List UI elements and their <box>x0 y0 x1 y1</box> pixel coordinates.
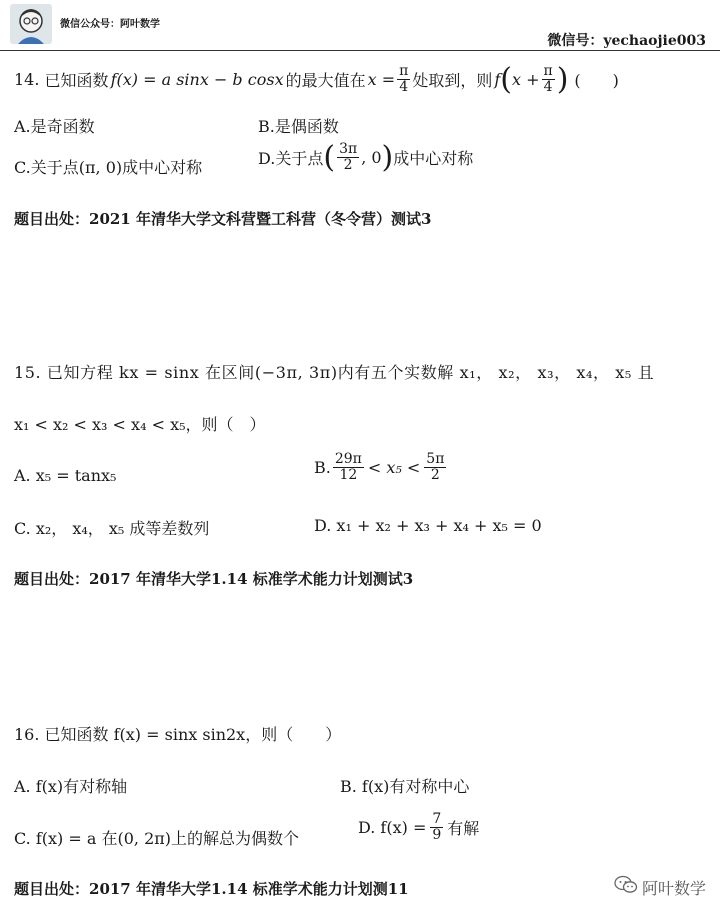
stem-text: 已知函数 <box>44 71 109 90</box>
fraction-29pi-over-12: $\frac{29\pi}{12}$ <box>334 451 362 483</box>
x-plus: x + <box>511 70 540 89</box>
option-a: A. x₅ = tanx₅ <box>14 466 117 485</box>
left-paren: ( <box>500 62 512 97</box>
fraction-3pi-over-2: $\frac{3\pi}{2}$ <box>339 141 358 173</box>
source-line: 题目出处：2017 年清华大学1.14 标准学术能力计划测11 <box>14 880 409 898</box>
question-14-stem <box>14 62 619 97</box>
option-d: D.关于点 ( $\frac{3\pi}{2}$ , 0 ) 成中心对称 <box>258 140 474 175</box>
function-expression: f(x) = a sinx − b cosx <box>110 70 284 89</box>
option-c: C. f(x) = a 在(0, 2π)上的解总为偶数个 <box>14 829 300 848</box>
option-b: B.是偶函数 <box>258 117 339 136</box>
wechat-id: 微信号：yechaojie003 <box>547 33 706 49</box>
watermark-text: 阿叶数学 <box>641 878 706 898</box>
watermark <box>614 875 706 899</box>
source-line: 题目出处：2017 年清华大学1.14 标准学术能力计划测试3 <box>14 570 414 588</box>
option-d: D. f(x) = $\frac{7}{9}$ 有解 <box>358 811 480 843</box>
question-number: 14. <box>14 70 40 89</box>
brand-text: 微信公众号：阿叶数学 <box>60 19 160 30</box>
option-b: B. f(x)有对称中心 <box>340 777 470 796</box>
fraction-pi-over-4: $\frac{\pi}{4}$ <box>399 63 409 95</box>
source-line: 题目出处：2021 年清华大学文科营暨工科营（冬令营）测试3 <box>14 210 432 228</box>
fraction-pi-over-4: $\frac{\pi}{4}$ <box>543 63 553 95</box>
option-b: B. $\frac{29\pi}{12}$ < x₅ < $\frac{5\pi}{2}$ <box>314 451 445 483</box>
question-16-stem: 16. 已知函数 f(x) = sinx sin2x，则（ ） <box>14 725 342 744</box>
f-symbol: f <box>494 70 501 89</box>
fraction-7-over-9: $\frac{7}{9}$ <box>432 811 442 843</box>
right-paren: ) <box>556 62 569 97</box>
header-divider <box>0 50 720 51</box>
stem-text: 处取到，则 <box>412 71 493 90</box>
option-a: A.是奇函数 <box>14 117 95 136</box>
option-a: A. f(x)有对称轴 <box>14 777 128 796</box>
stem-text: 的最大值在 <box>285 71 366 90</box>
wechat-icon <box>614 875 638 899</box>
answer-blank: ( ) <box>574 71 619 90</box>
question-15-stem-line2: x₁ < x₂ < x₃ < x₄ < x₅，则（ ） <box>14 415 266 434</box>
option-c: C. x₂， x₄， x₅ 成等差数列 <box>14 519 210 538</box>
option-d: D. x₁ + x₂ + x₃ + x₄ + x₅ = 0 <box>314 516 542 535</box>
avatar <box>10 4 52 44</box>
fraction-5pi-over-2: $\frac{5\pi}{2}$ <box>426 451 445 483</box>
question-15-stem: 15. 已知方程 kx = sinx 在区间(−3π, 3π)内有五个实数解 x₁， x₂， x₃， x₄， x₅ 且 <box>14 363 655 382</box>
x-equals: x = <box>367 70 396 89</box>
option-c: C.关于点(π, 0)成中心对称 <box>14 158 203 177</box>
